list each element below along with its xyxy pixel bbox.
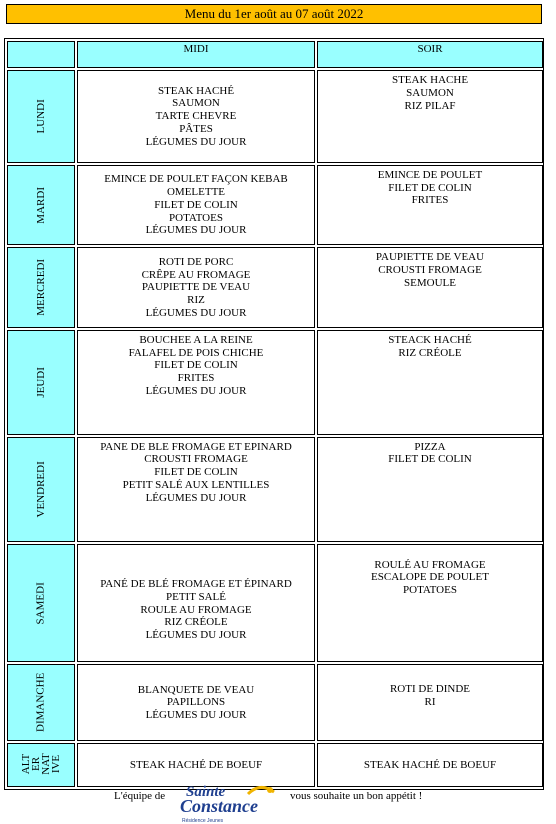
- day-label: MERCREDI: [34, 259, 47, 317]
- dish: RIZ PILAF: [404, 99, 456, 112]
- dish: BOUCHEE A LA REINE: [139, 334, 253, 347]
- dish: LÉGUMES DU JOUR: [145, 224, 247, 237]
- dish: FILET DE COLIN: [154, 359, 238, 372]
- dish: PAUPIETTE DE VEAU: [141, 281, 251, 294]
- alternative-soir-cell: STEAK HACHÉ DE BOEUF: [317, 743, 543, 787]
- dish: RIZ: [187, 294, 205, 307]
- midi-cell: [77, 664, 315, 741]
- dish: LÉGUMES DU JOUR: [145, 491, 247, 504]
- day-label-cell: [7, 437, 75, 542]
- dish: PÂTES: [179, 122, 213, 135]
- dish: POTATOES: [169, 211, 223, 224]
- logo-line1: Sainte: [186, 784, 226, 800]
- footer-right-text: vous souhaite un bon appétit !: [290, 790, 423, 802]
- dish: PETIT SALÉ AUX LENTILLES: [122, 478, 270, 491]
- dish: ROTI DE PORC: [158, 255, 234, 268]
- dish: BLANQUETE DE VEAU: [137, 683, 255, 696]
- row-day: [7, 664, 543, 741]
- day-label: DIMANCHE: [34, 673, 47, 733]
- dish: FRITES: [177, 372, 215, 385]
- dish: STEAK HACHÉ: [157, 84, 235, 97]
- dish: FILET DE COLIN: [154, 466, 238, 479]
- dish: SAUMON: [172, 97, 220, 110]
- day-label: SAMEDI: [34, 581, 47, 625]
- row-day: [7, 165, 543, 246]
- day-label: VENDREDI: [34, 461, 47, 518]
- alternative-midi-cell: STEAK HACHÉ DE BOEUF: [77, 743, 315, 787]
- soir-cell: [317, 664, 543, 741]
- dish: STEACK HACHÉ: [388, 334, 472, 347]
- day-label-cell: [7, 165, 75, 246]
- midi-cell: [77, 437, 315, 542]
- dish: LÉGUMES DU JOUR: [145, 135, 247, 148]
- dish: ESCALOPE DE POULET: [371, 571, 489, 584]
- midi-cell: [77, 330, 315, 435]
- dish: RIZ CRÉOLE: [164, 616, 228, 629]
- row-day: [7, 247, 543, 328]
- day-label-cell: [7, 544, 75, 663]
- alternative-label-line: IVE: [50, 754, 62, 774]
- dish: EMINCE DE POULET FAÇON KEBAB: [104, 173, 288, 186]
- dish: CROUSTI FROMAGE: [378, 264, 482, 277]
- header-midi: MIDI: [77, 41, 315, 68]
- footer: [0, 778, 556, 824]
- dish: LÉGUMES DU JOUR: [145, 629, 247, 641]
- alternative-label: [21, 749, 61, 779]
- header-corner-cell: [7, 41, 75, 68]
- header-soir: SOIR: [317, 41, 543, 68]
- dish: FILET DE COLIN: [388, 453, 472, 466]
- row-day: [7, 70, 543, 163]
- dish: FRITES: [411, 194, 449, 207]
- logo-line2: Constance: [180, 796, 259, 816]
- midi-cell: [77, 247, 315, 328]
- day-label: MARDI: [34, 186, 47, 224]
- row-day: [7, 330, 543, 435]
- dish: STEAK HACHE: [391, 74, 469, 87]
- dish: FILET DE COLIN: [388, 181, 472, 194]
- dish: LÉGUMES DU JOUR: [145, 709, 247, 721]
- dish: SEMOULE: [404, 276, 456, 289]
- day-label: LUNDI: [34, 99, 47, 134]
- soir-cell: [317, 544, 543, 663]
- soir-cell: [317, 70, 543, 163]
- soir-cell: [317, 247, 543, 328]
- dish: ROTI DE DINDE: [389, 683, 471, 696]
- dish: EMINCE DE POULET: [377, 168, 483, 181]
- menu-title: Menu du 1er août au 07 août 2022: [6, 4, 542, 24]
- dish: TARTE CHEVRE: [155, 110, 237, 123]
- dish: SAUMON: [406, 86, 454, 99]
- dish: FILET DE COLIN: [154, 198, 238, 211]
- footer-left-text: L'équipe de: [114, 790, 166, 802]
- row-day: [7, 437, 543, 542]
- dish: CRÊPE AU FROMAGE: [141, 268, 251, 281]
- midi-cell: [77, 544, 315, 663]
- dish: POTATOES: [403, 583, 457, 596]
- day-label-cell: [7, 330, 75, 435]
- dish: PANÉ DE BLÉ FROMAGE ET ÉPINARD: [100, 578, 292, 591]
- day-label-cell: [7, 247, 75, 328]
- dish: RIZ CRÉOLE: [398, 346, 462, 359]
- alternative-label-line: ALT: [20, 753, 32, 775]
- menu-table: [4, 38, 544, 790]
- day-label: JEUDI: [34, 367, 47, 398]
- dish: PIZZA: [414, 440, 446, 453]
- dish: LÉGUMES DU JOUR: [145, 306, 247, 319]
- dish: RI: [424, 696, 436, 709]
- alternative-label-line: ER: [30, 757, 42, 772]
- dish: CROUSTI FROMAGE: [144, 453, 248, 466]
- dish: ROULÉ AU FROMAGE: [374, 558, 486, 571]
- midi-cell: [77, 70, 315, 163]
- midi-cell: [77, 165, 315, 246]
- day-label-cell: [7, 664, 75, 741]
- row-day: [7, 544, 543, 663]
- dish: FALAFEL DE POIS CHICHE: [128, 346, 264, 359]
- soir-cell: [317, 165, 543, 246]
- dish: OMELETTE: [166, 186, 226, 199]
- dish: LÉGUMES DU JOUR: [145, 384, 247, 397]
- dish: PETIT SALÉ: [166, 590, 226, 603]
- day-label-cell: [7, 70, 75, 163]
- dish: PANE DE BLE FROMAGE ET EPINARD: [100, 440, 292, 453]
- soir-cell: [317, 330, 543, 435]
- dish: ROULE AU FROMAGE: [140, 603, 252, 616]
- logo-tagline: Résidence Jeunes: [182, 818, 224, 824]
- soir-cell: [317, 437, 543, 542]
- alternative-label-line: NAT: [40, 753, 52, 775]
- dish: PAPILLONS: [166, 696, 226, 709]
- dish: PAUPIETTE DE VEAU: [375, 251, 485, 264]
- sainte-constance-logo: [178, 780, 282, 824]
